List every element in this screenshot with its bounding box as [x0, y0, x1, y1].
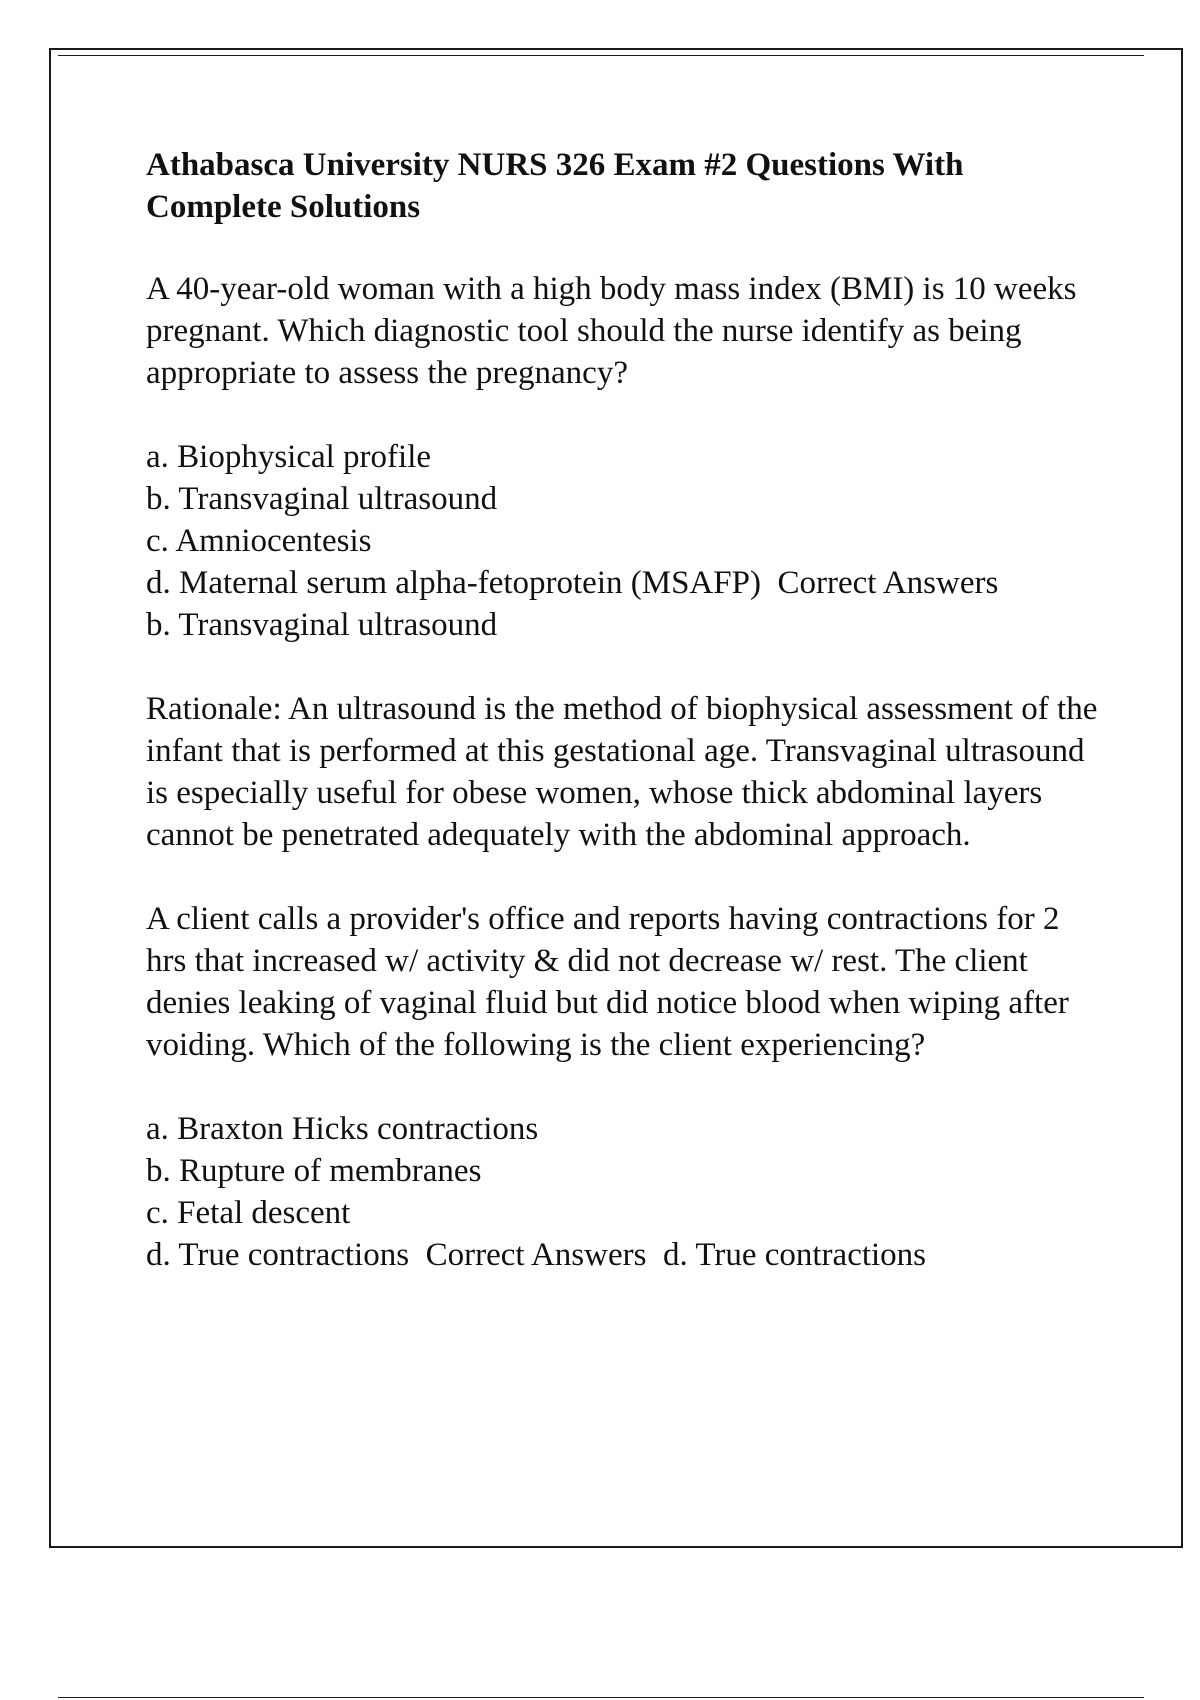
question-1-option-a: a. Biophysical profile [146, 439, 432, 475]
question-2-option-d-line [146, 1234, 1106, 1276]
question-1-options [146, 436, 1106, 646]
question-1-option-c: c. Amniocentesis [146, 523, 372, 559]
document-content [146, 144, 1106, 1318]
question-2-answer: d. True contractions [662, 1237, 927, 1273]
question-2-option-b: b. Rupture of membranes [146, 1153, 482, 1189]
question-1-rationale: Rationale: An ultrasound is the method of biophysical assessment of the infant that is performed at this gestational age. Transvaginal ultrasound is especially useful for obese women, whose thick abdominal layers cannot be penetrated adequately with the abdominal approach. [146, 691, 1098, 853]
question-1-answer-label: Correct Answers [777, 565, 999, 601]
question-2-option-d: d. True contractions [146, 1237, 410, 1273]
question-2-option-c: c. Fetal descent [146, 1195, 351, 1231]
bottom-rule [58, 1697, 1144, 1698]
question-2-text: A client calls a provider's office and reports having contractions for 2 hrs that increased w/ activity & did not decrease w/ rest. The client denies leaking of vaginal fluid but did notice blood when wiping after voiding. Which of the following is the client experiencing? [146, 901, 1069, 1063]
question-1-answer: b. Transvaginal ultrasound [146, 607, 498, 643]
question-1-text: A 40-year-old woman with a high body mass index (BMI) is 10 weeks pregnant. Which diagnostic tool should the nurse identify as being appropriate to assess the pregnancy? [146, 271, 1077, 391]
question-1-option-b: b. Transvaginal ultrasound [146, 481, 498, 517]
document-title: Athabasca University NURS 326 Exam #2 Questions With Complete Solutions [146, 147, 964, 225]
question-1-option-d-line [146, 562, 1106, 604]
question-2-answer-label: Correct Answers [425, 1237, 647, 1273]
question-2-option-a: a. Braxton Hicks contractions [146, 1111, 539, 1147]
question-1-option-d: d. Maternal serum alpha-fetoprotein (MSAFP) [146, 565, 761, 601]
question-2-options [146, 1108, 1106, 1276]
